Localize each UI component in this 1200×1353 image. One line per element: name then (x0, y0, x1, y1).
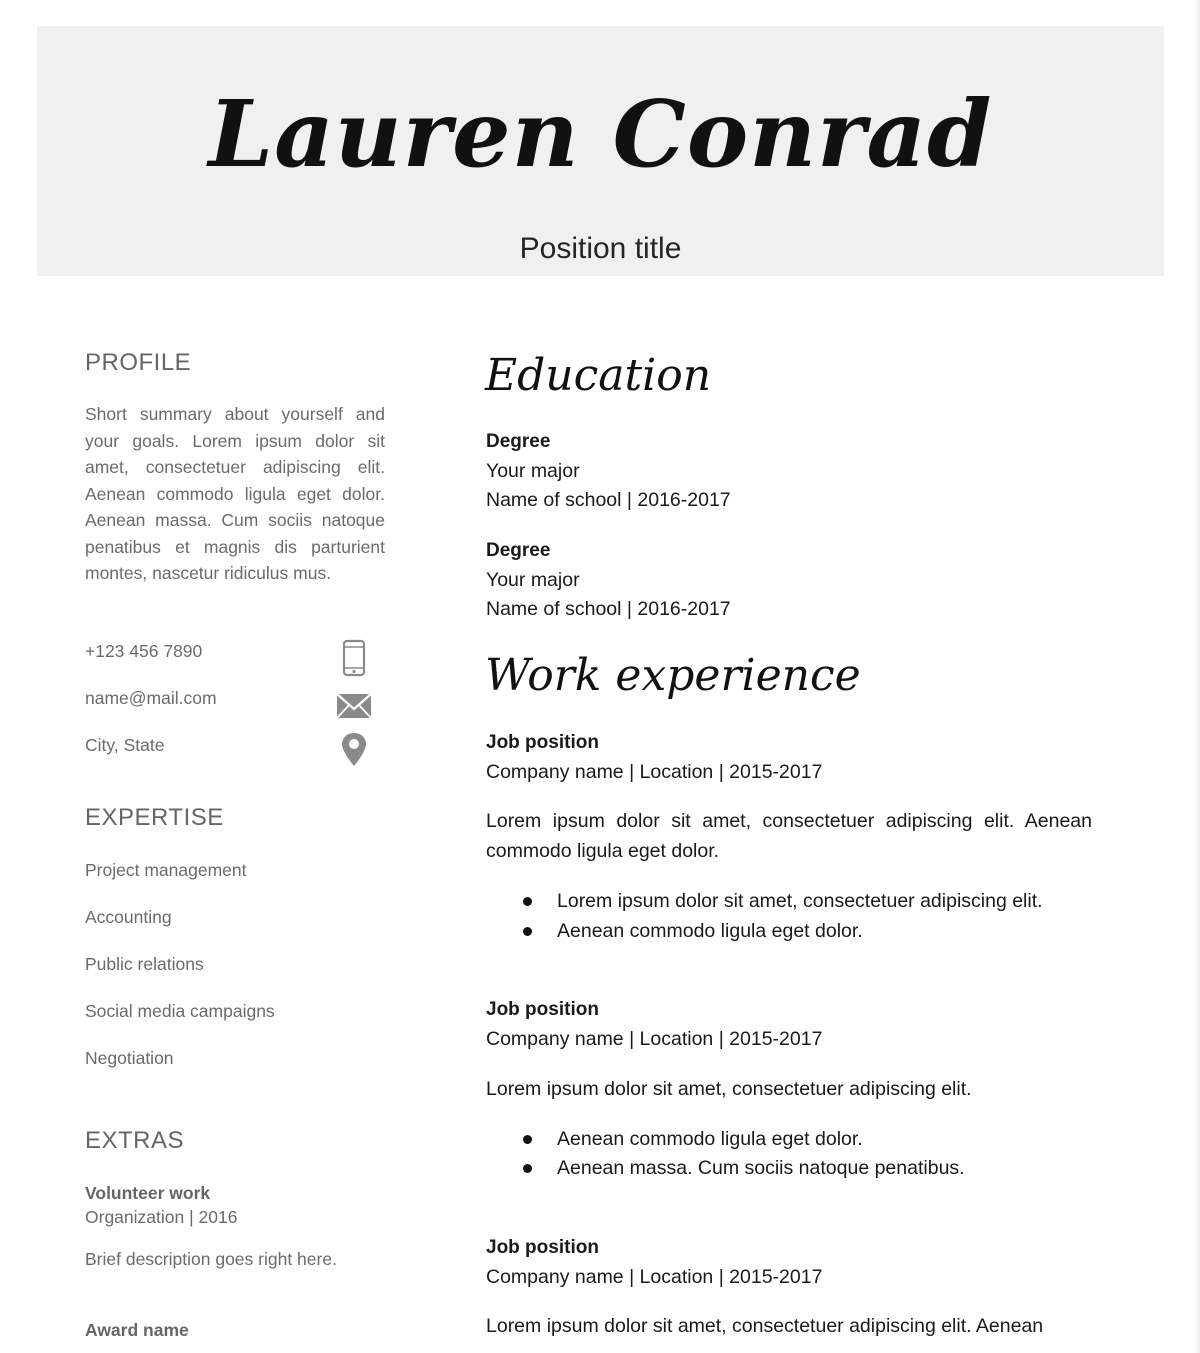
work-experience-heading: Work experience (485, 650, 861, 701)
award-title: Award name (85, 1320, 189, 1340)
job-company: Company name | Location | 2015-2017 (486, 1266, 823, 1288)
mail-icon (336, 688, 372, 726)
bullet-text: Aenean commodo ligula eget dolor. (557, 1128, 863, 1150)
bullet-dot (523, 1164, 532, 1173)
job-position: Job position (486, 732, 599, 753)
bullet-dot (523, 897, 532, 906)
education-degree: Degree (486, 540, 551, 561)
volunteer-title: Volunteer work (85, 1183, 211, 1203)
candidate-name: Lauren Conrad (208, 80, 993, 188)
education-major: Your major (486, 569, 580, 591)
job-summary: Lorem ipsum dolor sit amet, consectetuer adipiscing elit. Aenean (486, 1315, 1044, 1337)
profile-summary: Short summary about yourself and your goals. Lorem ipsum dolor sit amet, consectetuer adipiscing elit. Aenean commodo ligula eget dolor. Aenean massa. Cum sociis natoque penatibus et magnis dis parturient montes, nascetur ridiculus mus. (85, 404, 385, 583)
job-summary: Lorem ipsum dolor sit amet, consectetuer adipiscing elit. (486, 1078, 972, 1100)
bullet-text: Lorem ipsum dolor sit amet, consectetuer adipiscing elit. (557, 890, 1043, 912)
education-school: Name of school | 2016-2017 (486, 598, 731, 620)
profile-heading: PROFILE (85, 349, 192, 376)
skill-item: Accounting (85, 907, 172, 927)
skill-item: Social media campaigns (85, 1001, 275, 1021)
resume-header (37, 26, 1164, 276)
contact-email: name@mail.com (85, 688, 217, 708)
job-company: Company name | Location | 2015-2017 (486, 761, 823, 783)
education-major: Your major (486, 460, 580, 482)
bullet-text: Aenean massa. Cum sociis natoque penatibus. (557, 1157, 965, 1179)
bullet-dot (523, 1135, 532, 1144)
volunteer-description: Brief description goes right here. (85, 1249, 337, 1269)
education-school: Name of school | 2016-2017 (486, 489, 731, 511)
expertise-heading: EXPERTISE (85, 804, 224, 831)
job-position: Job position (486, 1237, 599, 1258)
contact-location: City, State (85, 735, 165, 755)
extras-heading: EXTRAS (85, 1127, 185, 1154)
skill-item: Negotiation (85, 1048, 174, 1068)
phone-icon (336, 639, 372, 677)
contact-phone: +123 456 7890 (85, 641, 203, 661)
job-position: Job position (486, 999, 599, 1020)
bullet-dot (523, 927, 532, 936)
skill-item: Project management (85, 860, 247, 880)
education-degree: Degree (486, 431, 551, 452)
volunteer-organization: Organization | 2016 (85, 1207, 238, 1227)
skill-item: Public relations (85, 954, 204, 974)
position-title: Position title (519, 232, 682, 265)
job-company: Company name | Location | 2015-2017 (486, 1028, 823, 1050)
education-heading: Education (485, 350, 712, 401)
job-summary: Lorem ipsum dolor sit amet, consectetuer adipiscing elit. Aenean commodo ligula eget dolor. (486, 810, 1092, 862)
location-pin-icon (336, 731, 372, 769)
bullet-text: Aenean commodo ligula eget dolor. (557, 920, 863, 942)
